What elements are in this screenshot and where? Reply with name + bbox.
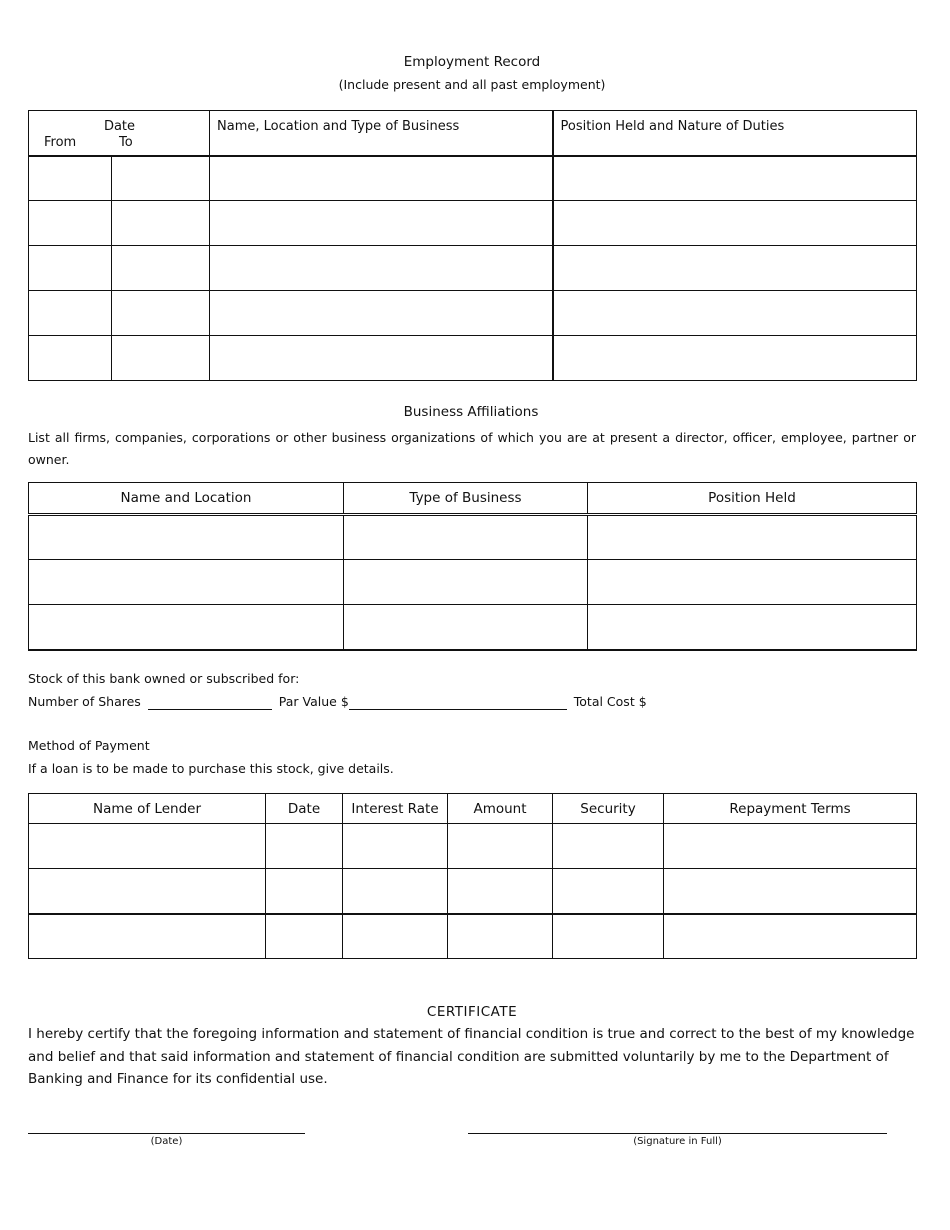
loan-table xyxy=(28,793,917,959)
security-input[interactable] xyxy=(553,869,663,887)
signature-label: (Signature in Full) xyxy=(633,1136,722,1147)
employment-subtitle: (Include present and all past employment) xyxy=(338,77,606,92)
position-input[interactable] xyxy=(554,246,917,264)
table-row xyxy=(29,824,917,869)
from-date-input[interactable] xyxy=(29,157,111,175)
business-header: Name, Location and Type of Business xyxy=(210,111,553,156)
date-header xyxy=(29,111,210,156)
repayment-terms-header: Repayment Terms xyxy=(664,794,917,824)
payment-heading: Method of Payment xyxy=(28,738,150,753)
amount-input[interactable] xyxy=(448,869,552,887)
interest-rate-input[interactable] xyxy=(343,869,447,887)
to-date-input[interactable] xyxy=(112,291,209,309)
payment-instructions: If a loan is to be made to purchase this stock, give details. xyxy=(28,761,394,776)
name-location-input[interactable] xyxy=(29,560,343,578)
business-input[interactable] xyxy=(210,336,552,354)
table-row xyxy=(29,291,917,336)
position-held-header: Position Held xyxy=(588,483,917,515)
table-row xyxy=(29,336,917,381)
from-header-label: From xyxy=(44,135,77,150)
date-label: (Date) xyxy=(150,1136,183,1147)
position-input[interactable] xyxy=(554,201,917,219)
position-input[interactable] xyxy=(554,336,917,354)
table-row xyxy=(29,246,917,291)
position-header: Position Held and Nature of Duties xyxy=(553,111,917,156)
table-row xyxy=(29,515,917,560)
table-row xyxy=(29,605,917,650)
business-input[interactable] xyxy=(210,291,552,309)
shares-input[interactable] xyxy=(148,695,272,710)
lender-input[interactable] xyxy=(29,869,265,887)
employment-header-row xyxy=(29,111,917,156)
type-business-input[interactable] xyxy=(344,605,587,623)
lender-input[interactable] xyxy=(29,915,265,933)
affiliations-table xyxy=(28,482,917,651)
position-held-input[interactable] xyxy=(588,605,916,623)
loan-date-input[interactable] xyxy=(266,915,342,933)
stock-heading: Stock of this bank owned or subscribed for: xyxy=(28,671,300,686)
interest-rate-header: Interest Rate xyxy=(343,794,448,824)
position-input[interactable] xyxy=(554,291,917,309)
to-date-input[interactable] xyxy=(112,246,209,264)
position-held-input[interactable] xyxy=(588,560,916,578)
amount-input[interactable] xyxy=(448,915,552,933)
stock-line xyxy=(28,694,647,710)
business-input[interactable] xyxy=(210,201,552,219)
employment-title: Employment Record xyxy=(403,54,541,70)
loan-header-row xyxy=(29,794,917,824)
total-cost-label: Total Cost $ xyxy=(573,694,647,709)
affiliations-header-row xyxy=(29,483,917,515)
interest-rate-input[interactable] xyxy=(343,824,447,842)
table-row xyxy=(29,560,917,605)
affiliations-instructions: List all firms, companies, corporations or other business organizations of which you are at present a director, officer, employee, partner or owner. xyxy=(28,430,916,467)
to-header-label: To xyxy=(119,135,133,150)
position-held-input[interactable] xyxy=(588,516,916,534)
repayment-terms-input[interactable] xyxy=(664,869,916,887)
shares-label: Number of Shares xyxy=(28,694,141,709)
business-input[interactable] xyxy=(210,246,552,264)
table-row xyxy=(29,156,917,201)
type-business-header: Type of Business xyxy=(344,483,588,515)
employment-table xyxy=(28,110,917,381)
interest-rate-input[interactable] xyxy=(343,915,447,933)
from-date-input[interactable] xyxy=(29,336,111,354)
loan-date-input[interactable] xyxy=(266,824,342,842)
position-input[interactable] xyxy=(554,157,917,175)
signature-input[interactable] xyxy=(468,1118,887,1134)
type-business-input[interactable] xyxy=(344,560,587,578)
name-location-input[interactable] xyxy=(29,605,343,623)
date-header-label: Date xyxy=(103,119,136,134)
business-input[interactable] xyxy=(210,157,552,175)
name-location-input[interactable] xyxy=(29,516,343,534)
par-value-label: Par Value $ xyxy=(278,694,349,709)
lender-input[interactable] xyxy=(29,824,265,842)
security-input[interactable] xyxy=(553,824,663,842)
type-business-input[interactable] xyxy=(344,516,587,534)
par-value-input[interactable] xyxy=(349,695,567,710)
from-date-input[interactable] xyxy=(29,246,111,264)
date-signature-input[interactable] xyxy=(28,1118,305,1134)
to-date-input[interactable] xyxy=(112,157,209,175)
certificate-text: I hereby certify that the foregoing information and statement of financial condition is true and correct to the best of my knowledge and belief and that said information and statement of financial condition are submitted voluntarily by me to the Department of Banking and Finance for its confidential use. xyxy=(28,1026,915,1087)
repayment-terms-input[interactable] xyxy=(664,915,916,933)
amount-header: Amount xyxy=(448,794,553,824)
lender-header: Name of Lender xyxy=(29,794,266,824)
from-date-input[interactable] xyxy=(29,201,111,219)
amount-input[interactable] xyxy=(448,824,552,842)
from-date-input[interactable] xyxy=(29,291,111,309)
security-header: Security xyxy=(553,794,664,824)
name-location-header: Name and Location xyxy=(29,483,344,515)
repayment-terms-input[interactable] xyxy=(664,824,916,842)
to-date-input[interactable] xyxy=(112,201,209,219)
loan-date-input[interactable] xyxy=(266,869,342,887)
affiliations-title: Business Affiliations xyxy=(403,404,539,420)
table-row xyxy=(29,869,917,914)
certificate-title: CERTIFICATE xyxy=(426,1004,518,1020)
table-row xyxy=(29,914,917,959)
loan-date-header: Date xyxy=(266,794,343,824)
to-date-input[interactable] xyxy=(112,336,209,354)
security-input[interactable] xyxy=(553,915,663,933)
table-row xyxy=(29,201,917,246)
